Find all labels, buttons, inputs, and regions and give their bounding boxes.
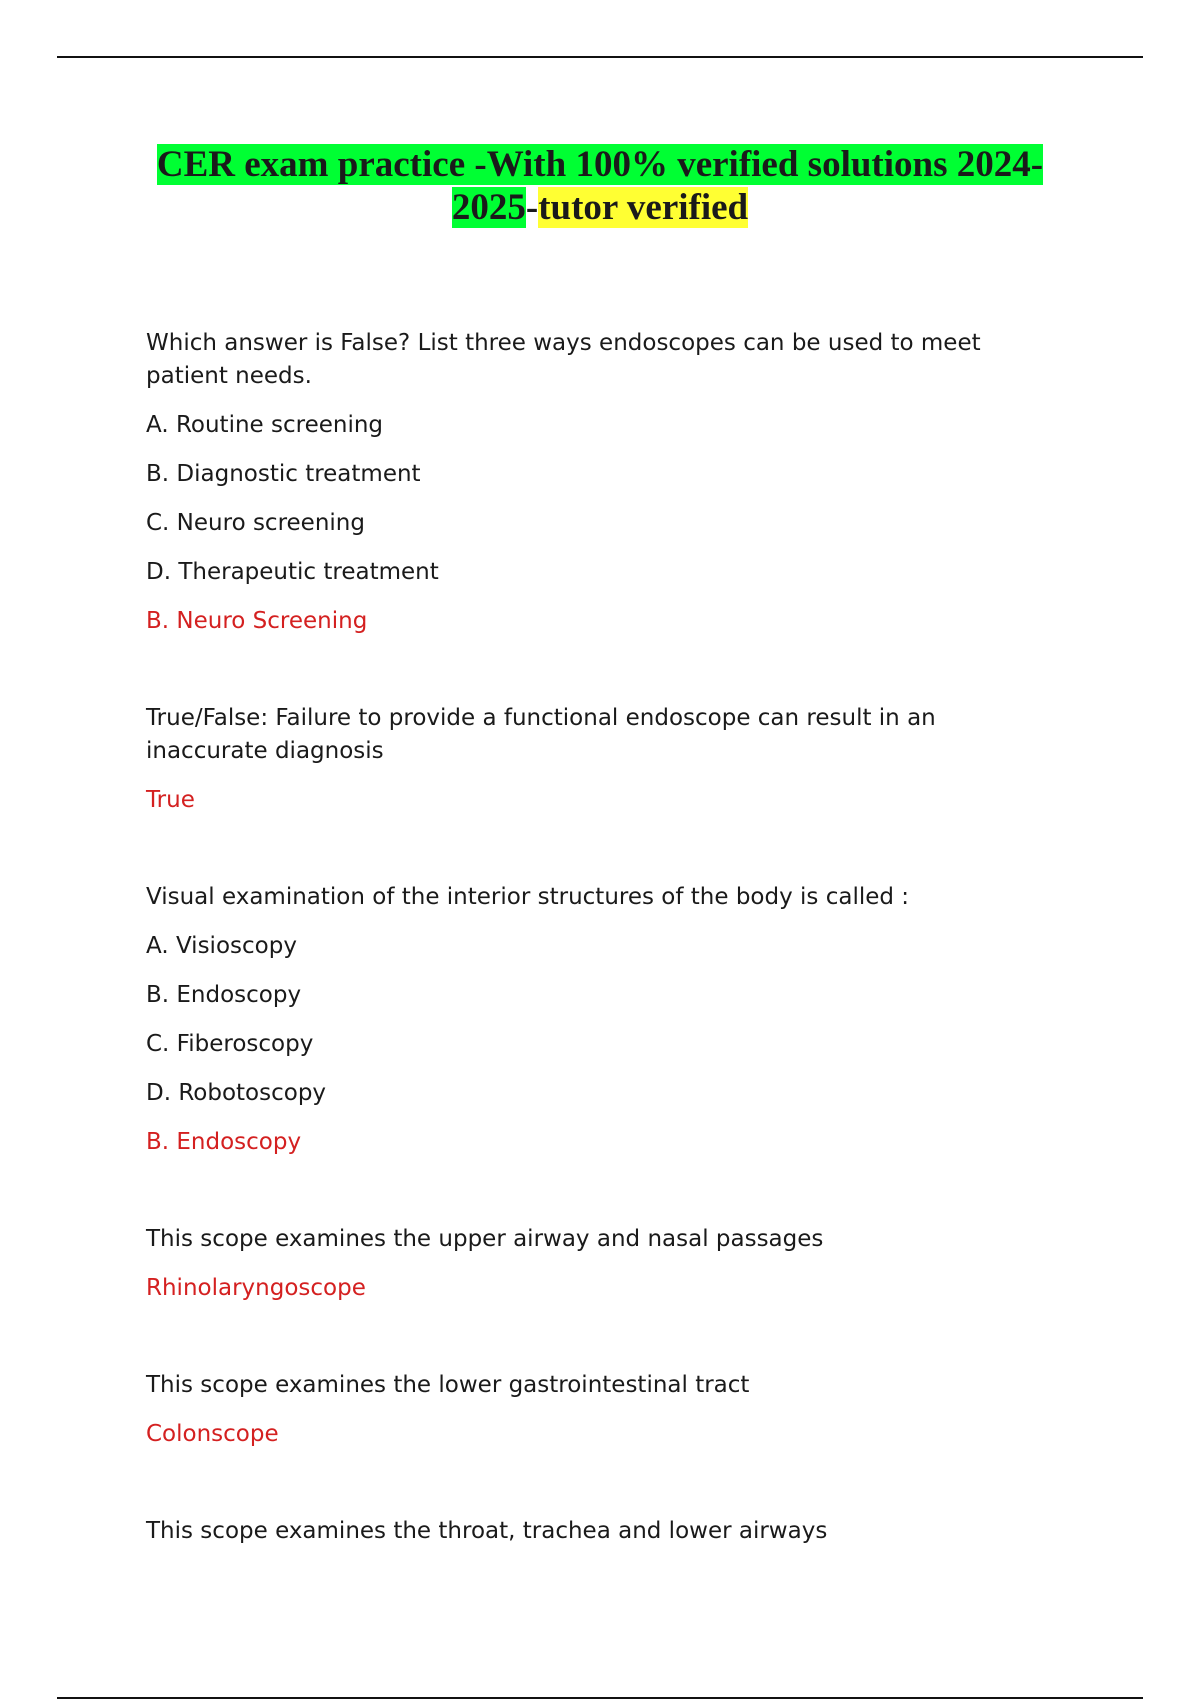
question-text: Visual examination of the interior structures of the body is called : [146, 884, 910, 910]
question-block [146, 1369, 1046, 1451]
answer-text: Colonscope [146, 1421, 279, 1447]
option: B. Endoscopy [146, 982, 302, 1008]
option: D. Robotoscopy [146, 1080, 327, 1106]
title-text-yellow: tutor verified [538, 187, 749, 228]
answer-text: B. Neuro Screening [146, 608, 368, 634]
answer-text: B. Endoscopy [146, 1129, 302, 1155]
title-text-green-2: 2025 [451, 187, 526, 228]
question-list [146, 327, 1046, 1612]
option: D. Therapeutic treatment [146, 559, 439, 585]
option: C. Fiberoscopy [146, 1031, 314, 1057]
document-title [100, 143, 1100, 229]
question-text: This scope examines the throat, trachea and lower airways [146, 1518, 828, 1544]
question-block [146, 881, 1046, 1159]
option: A. Routine screening [146, 412, 384, 438]
question-block [146, 1223, 1046, 1305]
question-block [146, 327, 1046, 638]
question-text: Which answer is False? List three ways endoscopes can be used to meet patient needs. [146, 330, 981, 389]
answer-text: Rhinolaryngoscope [146, 1275, 366, 1301]
bottom-rule [57, 1697, 1143, 1699]
top-rule [57, 56, 1143, 58]
question-text: This scope examines the lower gastrointestinal tract [146, 1372, 750, 1398]
title-text-dash: - [525, 187, 539, 228]
question-block [146, 702, 1046, 817]
question-block [146, 1515, 1046, 1548]
question-text: True/False: Failure to provide a functional endoscope can result in an inaccurate diagnosis [146, 705, 936, 764]
title-text-green-1: CER exam practice -With 100% verified solutions 2024- [156, 144, 1044, 185]
answer-text: True [146, 787, 195, 813]
option: C. Neuro screening [146, 510, 365, 536]
question-text: This scope examines the upper airway and nasal passages [146, 1226, 824, 1252]
option: A. Visioscopy [146, 933, 297, 959]
option: B. Diagnostic treatment [146, 461, 421, 487]
